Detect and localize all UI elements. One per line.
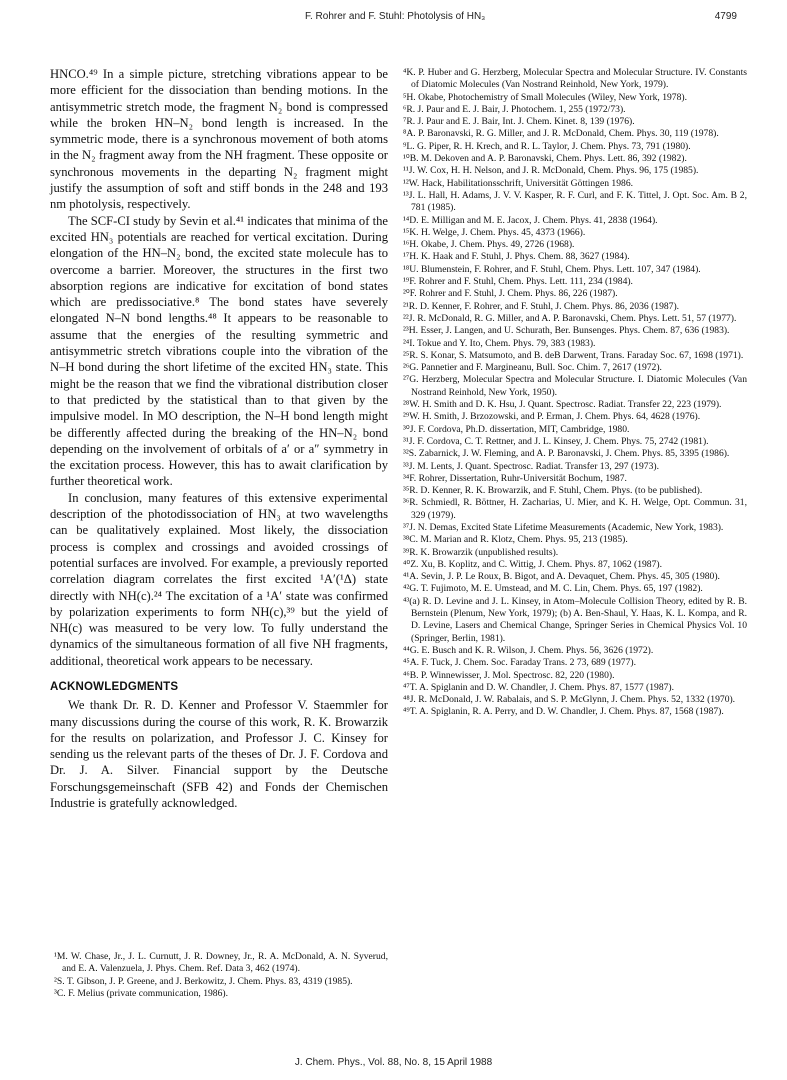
reference-entry: ⁴⁰Z. Xu, B. Koplitz, and C. Wittig, J. Chem. Phys. 87, 1062 (1987). (403, 558, 662, 570)
reference-entry: ²⁹W. H. Smith, J. Brzozowski, and P. Erman, J. Chem. Phys. 64, 4628 (1976). (403, 411, 701, 423)
running-title: F. Rohrer and F. Stuhl: Photolysis of HN₃ (305, 11, 486, 22)
reference-entry: ³⁸C. M. Marian and R. Klotz, Chem. Phys. 95, 213 (1985). (403, 534, 628, 546)
reference-entry: ⁴³(a) R. D. Levine and J. L. Kinsey, in Atom–Molecule Collision Theory, edited by R. B. Bernstein (Plenum, New York, 1979); (b) A. Ben-Shaul, Y. Haas, K. L. Kompa, and R. D. Levine, Lasers and Chemical Change, Springer Series in Chemical Physics Vol. 10 (Springer, Berlin, 1981). (403, 595, 747, 644)
reference-entry: ¹⁵K. H. Welge, J. Chem. Phys. 45, 4373 (1966). (403, 226, 586, 238)
reference-entry: ²⁰F. Rohrer and F. Stuhl, J. Chem. Phys. 86, 226 (1987). (403, 288, 618, 300)
reference-entry: ³⁰J. F. Cordova, Ph.D. dissertation, MIT, Cambridge, 1980. (403, 423, 630, 435)
reference-entry: ⁸A. P. Baronavski, R. G. Miller, and J. R. McDonald, Chem. Phys. 30, 119 (1978). (403, 128, 719, 140)
reference-entry: ⁴K. P. Huber and G. Herzberg, Molecular Spectra and Molecular Structure. IV. Constants of Diatomic Molecules (Van Nostrand Reinhold, New York, 1979). (403, 67, 747, 91)
reference-entry: ³¹J. F. Cordova, C. T. Rettner, and J. L. Kinsey, J. Chem. Phys. 75, 2742 (1981). (403, 435, 709, 447)
body-paragraph-1: HNCO.⁴⁹ In a simple picture, stretching vibrations appear to be more efficient for the dissociation than bending motions. In the antisymmetric stretch mode, the fragment N₂ bond is compressed while the broken HN–N₂ bond length is increased. In the symmetric mode, there is a synchronous movement of both atoms in the N₂ fragment away from the NH fragment. These opposite or synchronous movements in the departing N₂ fragment might justify the assumption of soft and stiff bonds in the 248 and 193 nm photolysis, respectively. (50, 67, 388, 212)
reference-entry: ²²J. R. McDonald, R. G. Miller, and A. P. Baronavski, Chem. Phys. Lett. 51, 57 (1977). (403, 312, 737, 324)
reference-entry: ²⁴I. Tokue and Y. Ito, Chem. Phys. 79, 383 (1983). (403, 337, 596, 349)
reference-entry: ¹⁹F. Rohrer and F. Stuhl, Chem. Phys. Lett. 111, 234 (1984). (403, 276, 633, 288)
body-paragraph-2: The SCF-CI study by Sevin et al.⁴¹ indicates that minima of the excited HN₃ potentials are reached for vertical excitation. During elongation of the HN–N₂ bond, the excited state molecule has to overcome a barrier. Moreover, the structures in the first two absorption regions are indicative for excitation of bond states which are predissociative.⁸ The bond states have severely elongated N–N bond lengths.⁴⁸ It appears to be reasonable to assume that the energies of the resulting symmetric and antisymmetric stretch vibrations couple into the vibration of the N–H bond during the short lifetime of the excited HN₃ state. This might be the reason that we find the vibrational distribution closer to that predicted by the statistical than to that given by the impulsive model. In MO description, the N–H bond length might be differently affected during the breaking of the HN–N₂ bond depending on the involvement of orbitals of a′ or a″ symmetry in the excitation process. However, this has to await clarification by further theoretical work. (50, 213, 388, 489)
reference-entry: ²⁷G. Herzberg, Molecular Spectra and Molecular Structure. I. Diatomic Molecules (Van Nostrand Reinhold, New York, 1950). (403, 374, 747, 398)
reference-entry: ⁴²G. T. Fujimoto, M. E. Umstead, and M. C. Lin, Chem. Phys. 65, 197 (1982). (403, 583, 703, 595)
reference-entry: ¹¹J. W. Cox, H. H. Nelson, and J. R. McDonald, Chem. Phys. 96, 175 (1985). (403, 165, 699, 177)
reference-entry: ²¹R. D. Kenner, F. Rohrer, and F. Stuhl, J. Chem. Phys. 86, 2036 (1987). (403, 300, 680, 312)
journal-footer: J. Chem. Phys., Vol. 88, No. 8, 15 April 1988 (294, 1057, 493, 1068)
reference-entry: ²⁵R. S. Konar, S. Matsumoto, and B. deB Darwent, Trans. Faraday Soc. 67, 1698 (1971). (403, 349, 744, 361)
reference-entry: ⁴⁵A. F. Tuck, J. Chem. Soc. Faraday Trans. 2 73, 689 (1977). (403, 657, 636, 669)
reference-entry: ⁶R. J. Paur and E. J. Bair, J. Photochem. 1, 255 (1972/73). (403, 103, 626, 115)
reference-entry: ⁷R. J. Paur and E. J. Bair, Int. J. Chem. Kinet. 8, 139 (1976). (403, 116, 635, 128)
reference-entry: ³⁹R. K. Browarzik (unpublished results). (403, 546, 559, 558)
reference-entry: ¹⁶H. Okabe, J. Chem. Phys. 49, 2726 (1968). (403, 239, 575, 251)
reference-entry: ⁵H. Okabe, Photochemistry of Small Molecules (Wiley, New York, 1978). (403, 91, 687, 103)
acknowledgments-text: We thank Dr. R. D. Kenner and Professor V. Staemmler for many discussions during the course of this work, R. K. Browarzik for the results on polarization, and Professor J. C. Kinsey for sending us the relevant parts of the theses of Dr. J. F. Cordova and Dr. J. A. Silver. Financial support by the Deutsche Forschungsgemeinschaft (SFB 42) and Fonds der Chemischen Industrie is gratefully acknowledged. (50, 698, 388, 811)
reference-entry: ³³J. M. Lents, J. Quant. Spectrosc. Radiat. Transfer 13, 297 (1973). (403, 460, 659, 472)
reference-entry: ¹⁰B. M. Dekoven and A. P. Baronavski, Chem. Phys. Lett. 86, 392 (1982). (403, 153, 687, 165)
reference-list-left (50, 951, 388, 1000)
reference-entry: ⁴¹A. Sevin, J. P. Le Roux, B. Bigot, and A. Devaquet, Chem. Phys. 45, 305 (1980). (403, 571, 720, 583)
body-paragraph-3: In conclusion, many features of this extensive experimental description of the photodissociation of HN₃ at two wavelengths can be qualitatively explained. Most likely, the dissociation process is complex and crossings and avoided crossings of potential surfaces are involved. For example, a previously reported correlation diagram correlates the first excited ¹A′(¹Δ) state directly with NH(c).²⁴ The excitation of a ¹A′ state was confirmed by polarization experiments to form NH(c),³⁹ but the yield of NH(c) was measured to be very low. To fully understand the dynamics of the simultaneous formation of all five NH fragments, additional, theoretical work appears to be necessary. (50, 490, 388, 668)
reference-entry: ³⁶R. Schmiedl, R. Böttner, H. Zacharias, U. Mier, and K. H. Welge, Opt. Commun. 31, 329 (1979). (403, 497, 747, 521)
reference-entry: ¹⁷H. K. Haak and F. Stuhl, J. Phys. Chem. 88, 3627 (1984). (403, 251, 630, 263)
reference-entry: ²⁸W. H. Smith and D. K. Hsu, J. Quant. Spectrosc. Radiat. Transfer 22, 223 (1979). (403, 399, 722, 411)
reference-entry: ⁴⁸J. R. McDonald, J. W. Rabalais, and S. P. McGlynn, J. Chem. Phys. 52, 1332 (1970). (403, 694, 736, 706)
reference-entry: ³C. F. Melius (private communication, 1986). (54, 987, 228, 999)
reference-entry: ¹³J. L. Hall, H. Adams, J. V. V. Kasper, R. F. Curl, and F. K. Tittel, J. Opt. Soc. Am. B 2, 781 (1985). (403, 189, 747, 214)
reference-entry: ²³H. Esser, J. Langen, and U. Schurath, Ber. Bunsenges. Phys. Chem. 87, 636 (1983). (403, 325, 730, 337)
reference-entry: ³⁷J. N. Demas, Excited State Lifetime Measurements (Academic, New York, 1983). (403, 521, 724, 533)
reference-entry: ⁹L. G. Piper, R. H. Krech, and R. L. Taylor, J. Chem. Phys. 73, 791 (1980). (403, 140, 691, 152)
body-column-left (50, 66, 388, 811)
reference-entry: ⁴⁴G. E. Busch and K. R. Wilson, J. Chem. Phys. 56, 3626 (1972). (403, 644, 654, 656)
reference-entry: ²⁶G. Pannetier and F. Margineanu, Bull. Soc. Chim. 7, 2617 (1972). (403, 362, 662, 374)
reference-entry: ³⁴F. Rohrer, Dissertation, Ruhr-Universität Bochum, 1987. (403, 472, 627, 484)
reference-entry: ⁴⁶B. P. Winnewisser, J. Mol. Spectrosc. 82, 220 (1980). (403, 669, 615, 681)
acknowledgments-heading: ACKNOWLEDGMENTS (50, 680, 179, 693)
reference-entry: ³⁵R. D. Kenner, R. K. Browarzik, and F. Stuhl, Chem. Phys. (to be published). (403, 485, 703, 497)
reference-entry: ³²S. Zabarnick, J. W. Fleming, and A. P. Baronavski, J. Chem. Phys. 85, 3395 (1986). (403, 448, 730, 460)
reference-list-right (399, 67, 747, 719)
reference-entry: ¹²W. Hack, Habilitationsschrift, Universität Göttingen 1986. (403, 177, 634, 189)
reference-entry: ²S. T. Gibson, J. P. Greene, and J. Berkowitz, J. Chem. Phys. 83, 4319 (1985). (54, 975, 353, 987)
page-number: 4799 (714, 11, 737, 22)
reference-entry: ⁴⁹T. A. Spiglanin, R. A. Perry, and D. W. Chandler, J. Chem. Phys. 87, 1568 (1987). (403, 706, 724, 718)
reference-entry: ⁴⁷T. A. Spiglanin and D. W. Chandler, J. Chem. Phys. 87, 1577 (1987). (403, 681, 675, 693)
reference-entry: ¹⁴D. E. Milligan and M. E. Jacox, J. Chem. Phys. 41, 2838 (1964). (403, 214, 658, 226)
reference-entry: ¹M. W. Chase, Jr., J. L. Curnutt, J. R. Downey, Jr., R. A. McDonald, A. N. Syverud, and E. A. Valenzuela, J. Phys. Chem. Ref. Data 3, 462 (1974). (54, 951, 388, 975)
reference-entry: ¹⁸U. Blumenstein, F. Rohrer, and F. Stuhl, Chem. Phys. Lett. 107, 347 (1984). (403, 263, 701, 275)
